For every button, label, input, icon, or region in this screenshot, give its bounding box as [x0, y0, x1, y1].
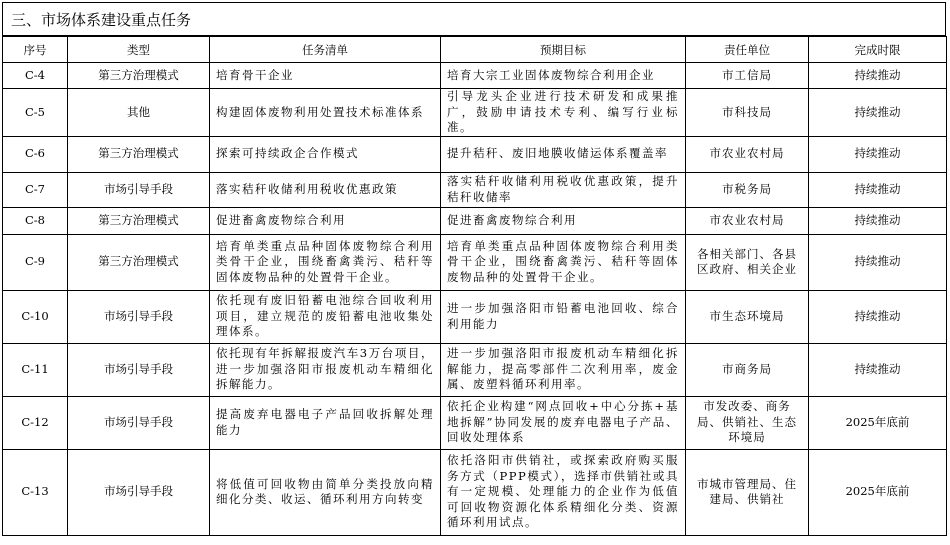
cell-id: C-5 [3, 89, 68, 137]
section-title: 三、市场体系建设重点任务 [2, 2, 946, 36]
cell-goal: 提升秸秆、废旧地膜收储运体系覆盖率 [441, 136, 686, 172]
cell-unit: 市税务局 [686, 172, 809, 207]
cell-goal: 落实秸秆收储利用税收优惠政策，提升秸秆收储率 [441, 172, 686, 207]
cell-deadline: 持续推动 [809, 63, 947, 89]
cell-unit: 各相关部门、各县区政府、相关企业 [686, 234, 809, 290]
cell-goal: 促进畜禽废物综合利用 [441, 207, 686, 234]
cell-id: C-8 [3, 207, 68, 234]
cell-deadline: 持续推动 [809, 207, 947, 234]
cell-task: 培育单类重点品种固体废物综合利用类骨干企业，围绕畜禽粪污、秸秆等固体废物品种的处置骨干企业。 [210, 234, 441, 290]
cell-goal: 进一步加强洛阳市报废机动车精细化拆解能力，提高零部件二次利用率，废金属、废塑料循环利用率。 [441, 343, 686, 396]
cell-id: C-11 [3, 343, 68, 396]
cell-unit: 市发改委、商务局、供销社、生态环境局 [686, 396, 809, 449]
cell-deadline: 持续推动 [809, 89, 947, 137]
table-header-row [3, 37, 947, 63]
cell-id: C-6 [3, 136, 68, 172]
cell-id: C-13 [3, 449, 68, 535]
cell-type: 其他 [68, 89, 210, 137]
header-task: 任务清单 [210, 37, 441, 63]
cell-deadline: 持续推动 [809, 234, 947, 290]
cell-goal: 培育大宗工业固体废物综合利用企业 [441, 63, 686, 89]
cell-deadline: 2025年底前 [809, 449, 947, 535]
table-row [3, 449, 947, 535]
cell-goal: 依托洛阳市供销社，或探索政府购买服务方式（PPP模式），选择市供销社或具有一定规模、处理能力的企业作为低值可回收物资源化体系精细化分类、资源循环利用试点。 [441, 449, 686, 535]
header-type: 类型 [68, 37, 210, 63]
cell-deadline: 2025年底前 [809, 396, 947, 449]
cell-goal: 培育单类重点品种固体废物综合利用类骨干企业，围绕畜禽粪污、秸秆等固体废物品种的处置骨干企业。 [441, 234, 686, 290]
table-row [3, 396, 947, 449]
cell-unit: 市商务局 [686, 343, 809, 396]
cell-type: 第三方治理模式 [68, 63, 210, 89]
cell-task: 培育骨干企业 [210, 63, 441, 89]
cell-id: C-4 [3, 63, 68, 89]
cell-unit: 市农业农村局 [686, 207, 809, 234]
header-goal: 预期目标 [441, 37, 686, 63]
cell-deadline: 持续推动 [809, 172, 947, 207]
cell-task: 落实秸秆收储利用税收优惠政策 [210, 172, 441, 207]
table-row [3, 290, 947, 343]
cell-id: C-10 [3, 290, 68, 343]
cell-type: 市场引导手段 [68, 396, 210, 449]
header-deadline: 完成时限 [809, 37, 947, 63]
cell-unit: 市工信局 [686, 63, 809, 89]
cell-id: C-9 [3, 234, 68, 290]
cell-type: 第三方治理模式 [68, 136, 210, 172]
table-row [3, 136, 947, 172]
cell-task: 依托现有废旧铅蓄电池综合回收利用项目，建立规范的废铅蓄电池收集处理体系。 [210, 290, 441, 343]
cell-unit: 市科技局 [686, 89, 809, 137]
key-tasks-table [2, 36, 947, 536]
table-row [3, 172, 947, 207]
cell-unit: 市生态环境局 [686, 290, 809, 343]
cell-deadline: 持续推动 [809, 290, 947, 343]
cell-type: 市场引导手段 [68, 449, 210, 535]
cell-type: 第三方治理模式 [68, 207, 210, 234]
cell-deadline: 持续推动 [809, 343, 947, 396]
cell-deadline: 持续推动 [809, 136, 947, 172]
cell-type: 市场引导手段 [68, 172, 210, 207]
cell-task: 促进畜禽废物综合利用 [210, 207, 441, 234]
cell-task: 构建固体废物利用处置技术标准体系 [210, 89, 441, 137]
cell-task: 提高废弃电器电子产品回收拆解处理能力 [210, 396, 441, 449]
header-id: 序号 [3, 37, 68, 63]
table-row [3, 63, 947, 89]
header-unit: 责任单位 [686, 37, 809, 63]
cell-id: C-7 [3, 172, 68, 207]
cell-type: 市场引导手段 [68, 343, 210, 396]
cell-goal: 依托企业构建“网点回收+中心分拣+基地拆解”协同发展的废弃电器电子产品、回收处理体系 [441, 396, 686, 449]
cell-goal: 进一步加强洛阳市铅蓄电池回收、综合利用能力 [441, 290, 686, 343]
table-row [3, 343, 947, 396]
table-row [3, 89, 947, 137]
cell-type: 市场引导手段 [68, 290, 210, 343]
cell-task: 探索可持续政企合作模式 [210, 136, 441, 172]
cell-unit: 市城市管理局、住建局、供销社 [686, 449, 809, 535]
cell-unit: 市农业农村局 [686, 136, 809, 172]
table-row [3, 207, 947, 234]
cell-goal: 引导龙头企业进行技术研发和成果推广，鼓励申请技术专利、编写行业标准。 [441, 89, 686, 137]
cell-task: 将低值可回收物由简单分类投放向精细化分类、收运、循环利用方向转变 [210, 449, 441, 535]
cell-id: C-12 [3, 396, 68, 449]
table-row [3, 234, 947, 290]
cell-task: 依托现有年拆解报废汽车3万台项目，进一步加强洛阳市报废机动车精细化拆解能力。 [210, 343, 441, 396]
cell-type: 第三方治理模式 [68, 234, 210, 290]
